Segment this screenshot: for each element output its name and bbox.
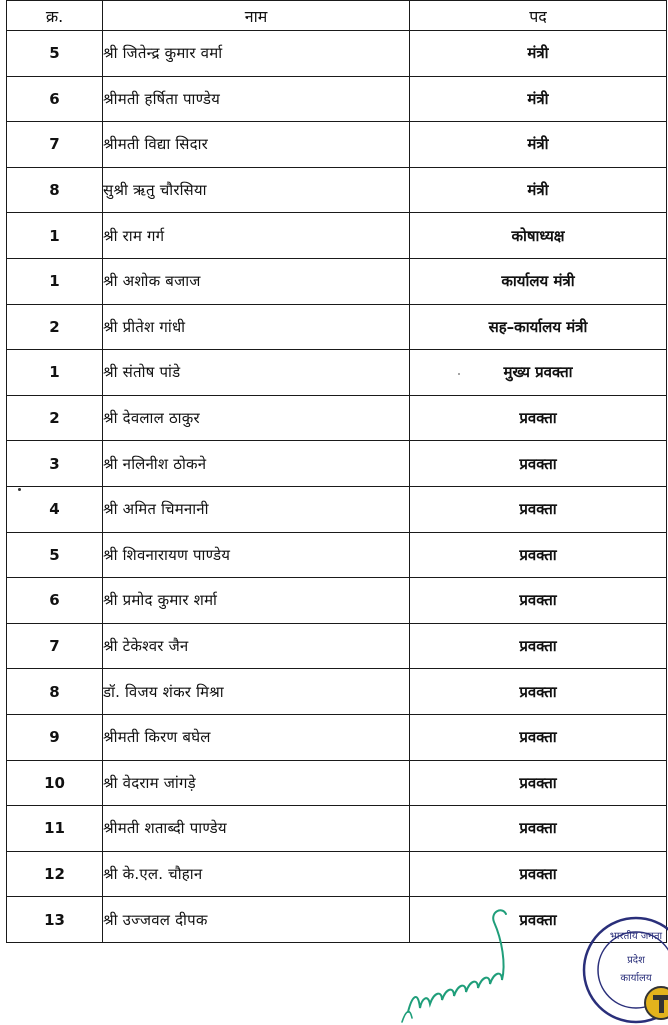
post-cell: प्रवक्ता [410, 806, 667, 852]
post-cell: प्रवक्ता [410, 760, 667, 806]
name-cell: श्री अमित चिमनानी [103, 486, 410, 532]
table-header-row [7, 1, 667, 31]
serial-cell: 11 [7, 806, 103, 852]
office-seal [581, 915, 668, 1025]
name-cell: श्रीमती हर्षिता पाण्डेय [103, 76, 410, 122]
table-row [7, 213, 667, 259]
name-cell: श्री टेकेश्वर जैन [103, 623, 410, 669]
serial-cell: 1 [7, 350, 103, 396]
post-cell: प्रवक्ता [410, 441, 667, 487]
serial-cell: 5 [7, 31, 103, 77]
serial-cell: 6 [7, 578, 103, 624]
post-cell: प्रवक्ता [410, 897, 667, 943]
table-row [7, 532, 667, 578]
name-cell: श्री जितेन्द्र कुमार वर्मा [103, 31, 410, 77]
name-cell: श्री के.एल. चौहान [103, 851, 410, 897]
serial-cell: 1 [7, 258, 103, 304]
table-row [7, 714, 667, 760]
name-cell: श्री संतोष पांडे [103, 350, 410, 396]
table-row [7, 304, 667, 350]
table-row [7, 760, 667, 806]
post-cell: मंत्री [410, 167, 667, 213]
header-name: नाम [103, 1, 410, 31]
name-cell: श्री नलिनीश ठोकने [103, 441, 410, 487]
table-row [7, 76, 667, 122]
post-cell: प्रवक्ता [410, 486, 667, 532]
name-cell: श्री शिवनारायण पाण्डेय [103, 532, 410, 578]
post-cell: सह–कार्यालय मंत्री [410, 304, 667, 350]
table-row [7, 441, 667, 487]
serial-cell: 7 [7, 122, 103, 168]
serial-cell: 5 [7, 532, 103, 578]
post-cell: प्रवक्ता [410, 714, 667, 760]
party-logo-icon [645, 987, 668, 1019]
serial-cell: 1 [7, 213, 103, 259]
name-cell: डॉ. विजय शंकर मिश्रा [103, 669, 410, 715]
name-cell: श्रीमती विद्या सिदार [103, 122, 410, 168]
name-cell: श्री अशोक बजाज [103, 258, 410, 304]
table-row [7, 167, 667, 213]
serial-cell: 13 [7, 897, 103, 943]
serial-cell: 3 [7, 441, 103, 487]
name-cell: श्री प्रीतेश गांधी [103, 304, 410, 350]
table-row [7, 669, 667, 715]
table-row [7, 258, 667, 304]
paper-speck [458, 373, 460, 375]
name-cell: सुश्री ऋतु चौरसिया [103, 167, 410, 213]
roster-table [6, 0, 667, 943]
post-cell: प्रवक्ता [410, 395, 667, 441]
signature [398, 900, 538, 1024]
post-cell: मंत्री [410, 76, 667, 122]
serial-cell: 8 [7, 669, 103, 715]
serial-cell: 9 [7, 714, 103, 760]
name-cell: श्री राम गर्ग [103, 213, 410, 259]
table-row [7, 897, 667, 943]
header-serial: क्र. [7, 1, 103, 31]
serial-cell: 2 [7, 395, 103, 441]
post-cell: प्रवक्ता [410, 669, 667, 715]
seal-text-low: कार्यालय [620, 973, 652, 984]
paper-speck [18, 488, 21, 491]
post-cell: मुख्य प्रवक्ता [410, 350, 667, 396]
post-cell: मंत्री [410, 122, 667, 168]
table-row [7, 851, 667, 897]
serial-cell: 2 [7, 304, 103, 350]
table-row [7, 578, 667, 624]
serial-cell: 7 [7, 623, 103, 669]
name-cell: श्रीमती शताब्दी पाण्डेय [103, 806, 410, 852]
serial-cell: 10 [7, 760, 103, 806]
seal-text-top: भारतीय जनता [609, 931, 663, 942]
post-cell: प्रवक्ता [410, 532, 667, 578]
post-cell: मंत्री [410, 31, 667, 77]
table-row [7, 623, 667, 669]
name-cell: श्रीमती किरण बघेल [103, 714, 410, 760]
table-row [7, 806, 667, 852]
table-row [7, 486, 667, 532]
serial-cell: 4 [7, 486, 103, 532]
name-cell: श्री वेदराम जांगड़े [103, 760, 410, 806]
serial-cell: 8 [7, 167, 103, 213]
post-cell: प्रवक्ता [410, 578, 667, 624]
table-row [7, 122, 667, 168]
seal-text-mid: प्रदेश [627, 955, 645, 966]
table-row [7, 31, 667, 77]
name-cell: श्री देवलाल ठाकुर [103, 395, 410, 441]
post-cell: कोषाध्यक्ष [410, 213, 667, 259]
table-body [7, 31, 667, 943]
post-cell: प्रवक्ता [410, 851, 667, 897]
header-post: पद [410, 1, 667, 31]
serial-cell: 12 [7, 851, 103, 897]
name-cell: श्री उज्जवल दीपक [103, 897, 410, 943]
post-cell: प्रवक्ता [410, 623, 667, 669]
name-cell: श्री प्रमोद कुमार शर्मा [103, 578, 410, 624]
serial-cell: 6 [7, 76, 103, 122]
table-row [7, 395, 667, 441]
table-row [7, 350, 667, 396]
post-cell: कार्यालय मंत्री [410, 258, 667, 304]
